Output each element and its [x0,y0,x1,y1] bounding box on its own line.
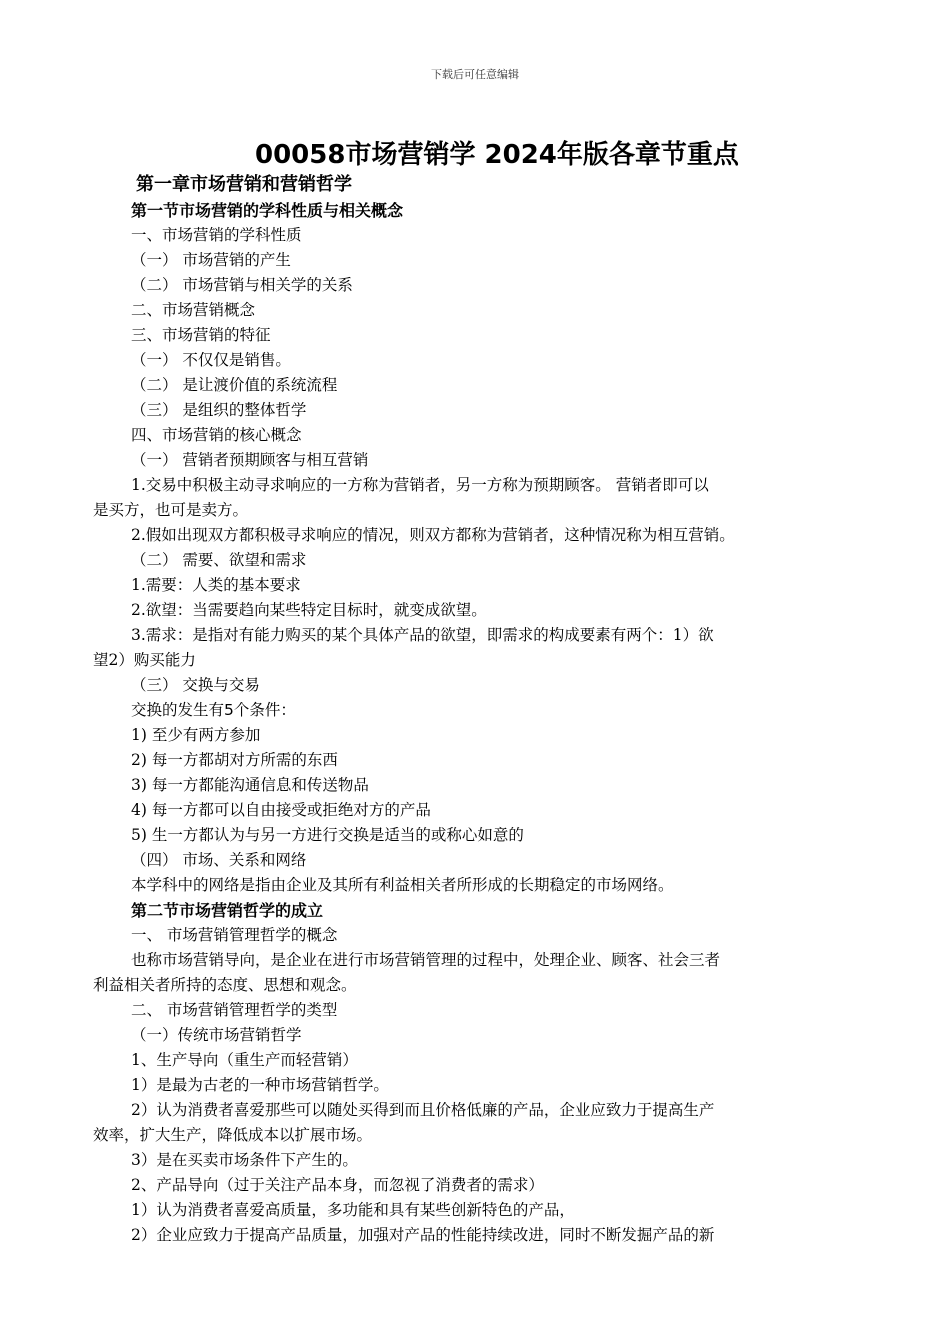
list-item: （一） 营销者预期顾客与相互营销 [131,451,369,469]
document-title: 00058市场营销学 2024年版各章节重点 [255,140,739,170]
section-heading: 第二节市场营销哲学的成立 [131,901,324,920]
list-item: （二） 是让渡价值的系统流程 [131,376,338,394]
list-item: （一）传统市场营销哲学 [131,1026,302,1044]
list-item: 2) 每一方都胡对方所需的东西 [131,751,338,769]
paragraph-line: 1.需要：人类的基本要求 [131,576,301,594]
paragraph-line: 2.欲望：当需要趋向某些特定目标时，就变成欲望。 [131,601,487,619]
subheading: 二、 市场营销管理哲学的类型 [131,1001,338,1019]
paragraph-line: 2）认为消费者喜爱那些可以随处买得到而且价格低廉的产品，企业应致力于提高生产 [131,1101,715,1119]
subheading: 二、市场营销概念 [131,301,256,319]
list-item: 3) 每一方都能沟通信息和传送物品 [131,776,369,794]
paragraph-line: 1.交易中积极主动寻求响应的一方称为营销者，另一方称为预期顾客。 营销者即可以 [131,476,709,494]
subheading: 一、市场营销的学科性质 [131,226,302,244]
list-item: （三） 交换与交易 [131,676,260,694]
paragraph-line: 交换的发生有5个条件： [131,701,296,719]
paragraph-line: 效率，扩大生产，降低成本以扩展市场。 [93,1126,373,1144]
paragraph-line: 是买方，也可是卖方。 [93,501,249,519]
list-item: 2、产品导向（过于关注产品本身，而忽视了消费者的需求） [131,1176,544,1194]
subheading: 三、市场营销的特征 [131,326,271,344]
list-item: （一） 市场营销的产生 [131,251,291,269]
paragraph-line: 本学科中的网络是指由企业及其所有利益相关者所形成的长期稳定的市场网络。 [131,876,674,894]
paragraph-line: 1）认为消费者喜爱高质量，多功能和具有某些创新特色的产品， [131,1201,575,1219]
paragraph-line: 3.需求：是指对有能力购买的某个具体产品的欲望，即需求的构成要素有两个：1）欲 [131,626,714,644]
paragraph-line: 望2）购买能力 [93,651,196,669]
list-item: （二） 市场营销与相关学的关系 [131,276,353,294]
section-heading: 第一节市场营销的学科性质与相关概念 [131,201,404,220]
paragraph-line: 也称市场营销导向，是企业在进行市场营销管理的过程中，处理企业、顾客、社会三者 [131,951,721,969]
list-item: （三） 是组织的整体哲学 [131,401,307,419]
list-item: （四） 市场、关系和网络 [131,851,307,869]
list-item: 1) 至少有两方参加 [131,726,261,744]
paragraph-line: 3）是在买卖市场条件下产生的。 [131,1151,358,1169]
list-item: （一） 不仅仅是销售。 [131,351,291,369]
paragraph-line: 利益相关者所持的态度、思想和观念。 [93,976,357,994]
subheading: 一、 市场营销管理哲学的概念 [131,926,338,944]
paragraph-line: 2.假如出现双方都积极寻求响应的情况，则双方都称为营销者，这种情况称为相互营销。 [131,526,735,544]
page-header: 下载后可任意编辑 [431,68,519,81]
subheading: 四、市场营销的核心概念 [131,426,302,444]
chapter-heading: 第一章市场营销和营销哲学 [136,174,352,195]
list-item: 5) 生一方都认为与另一方进行交换是适当的或称心如意的 [131,826,524,844]
paragraph-line: 2）企业应致力于提高产品质量，加强对产品的性能持续改进，同时不断发掘产品的新 [131,1226,715,1244]
list-item: 4) 每一方都可以自由接受或拒绝对方的产品 [131,801,431,819]
paragraph-line: 1）是最为古老的一种市场营销哲学。 [131,1076,389,1094]
list-item: 1、生产导向（重生产而轻营销） [131,1051,358,1069]
list-item: （二） 需要、欲望和需求 [131,551,307,569]
